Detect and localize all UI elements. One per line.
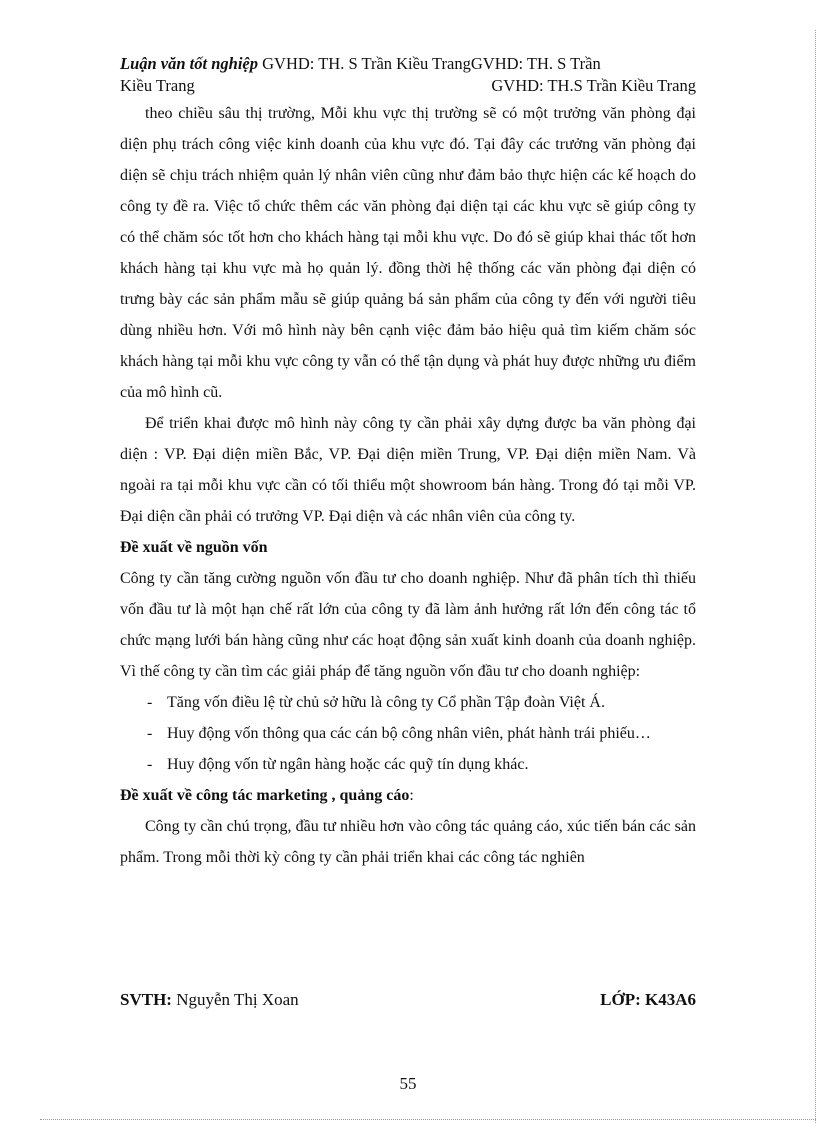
footer-class: LỚP: K43A6 [600,990,696,1009]
paragraph-3: Công ty cần tăng cường nguồn vốn đầu tư cho doanh nghiệp. Như đã phân tích thì thiếu vốn đầu tư là một hạn chế rất lớn của công ty đã làm ảnh hưởng rất lớn đến công tác tổ chức mạng lưới bán hàng cũng như các hoạt động sản xuất kinh doanh của doanh nghiệp. Vì thế công ty cần tìm các giải pháp để tăng nguồn vốn đầu tư cho doanh nghiệp: [120,570,696,680]
paragraph-1: theo chiều sâu thị trường, Mỗi khu vực thị trường sẽ có một trưởng văn phòng đại diện phụ trách công việc kinh doanh của khu vực đó. Tại đây các trưởng văn phòng đại diện sẽ chịu trách nhiệm quản lý nhân viên cũng như đảm bảo thực hiện các kế hoạch do công ty đề ra. Việc tổ chức thêm các văn phòng đại diện tại các khu vực sẽ giúp công ty có thể chăm sóc tốt hơn cho khách hàng tại mỗi khu vực. Do đó sẽ giúp khai thác tốt hơn khách hàng tại khu vực mà họ quản lý. đồng thời hệ thống các văn phòng đại diện có trưng bày các sản phẩm mẫu sẽ giúp quảng bá sản phẩm của công ty đến với người tiêu dùng nhiều hơn. Với mô hình này bên cạnh việc đảm bảo hiệu quả tìm kiếm chăm sóc khách hàng tại mỗi khu vực công ty vẫn có thể tận dụng và phát huy được những ưu điểm của mô hình cũ. [120,105,696,401]
heading-capital: Đề xuất về nguồn vốn [120,539,268,556]
heading-marketing-colon: : [409,787,414,804]
page-body [120,98,696,873]
header-line-1 [120,53,696,75]
list-item-text: Huy động vốn thông qua các cán bộ công nhân viên, phát hành trái phiếu… [167,725,651,742]
header-title: Luận văn tốt nghiệp [120,54,258,73]
header-line-2 [120,75,696,97]
list-item [120,749,696,780]
footer-student-name: Nguyễn Thị Xoan [171,990,299,1009]
header-advisor-3: GVHD: TH.S Trần Kiều Trang [491,76,696,95]
list-item-text: Huy động vốn từ ngân hàng hoặc các quỹ tín dụng khác. [167,756,529,773]
paragraph-2: Để triển khai được mô hình này công ty cần phải xây dựng được ba văn phòng đại diện : VP. Đại diện miền Bắc, VP. Đại diện miền Trung, VP. Đại diện miền Nam. Và ngoài ra tại mỗi khu vực cần có tối thiểu một showroom bán hàng. Trong đó tại mỗi VP. Đại diện cần phải có trưởng VP. Đại diện và các nhân viên của công ty. [120,415,696,525]
bullet-dash: - [147,694,153,711]
header-advisor-1: GVHD: TH. S Trần Kiều TrangGVHD: TH. S Trần [258,54,601,73]
list-item-text: Tăng vốn điều lệ từ chủ sở hữu là công ty Cổ phần Tập đoàn Việt Á. [167,694,605,711]
bullet-dash: - [147,725,153,742]
page-number: 55 [399,1074,417,1093]
list-item [120,718,696,749]
footer-svth-label: SVTH: [120,990,172,1009]
heading-marketing-text: Đề xuất về công tác marketing , quảng cáo [120,787,410,804]
bullet-dash: - [147,756,153,773]
header-advisor-2: Kiều Trang [120,76,195,95]
page-border-bottom [40,1119,816,1120]
bullet-list [120,687,696,780]
list-item [120,687,696,718]
paragraph-4: Công ty cần chú trọng, đầu tư nhiều hơn vào công tác quảng cáo, xúc tiến bán các sản phẩm. Trong mỗi thời kỳ công ty cần phải triển khai các công tác nghiên [120,818,696,866]
page-header [120,53,696,97]
heading-marketing [120,780,696,811]
page-footer [120,987,696,1013]
footer-student [120,987,299,1013]
